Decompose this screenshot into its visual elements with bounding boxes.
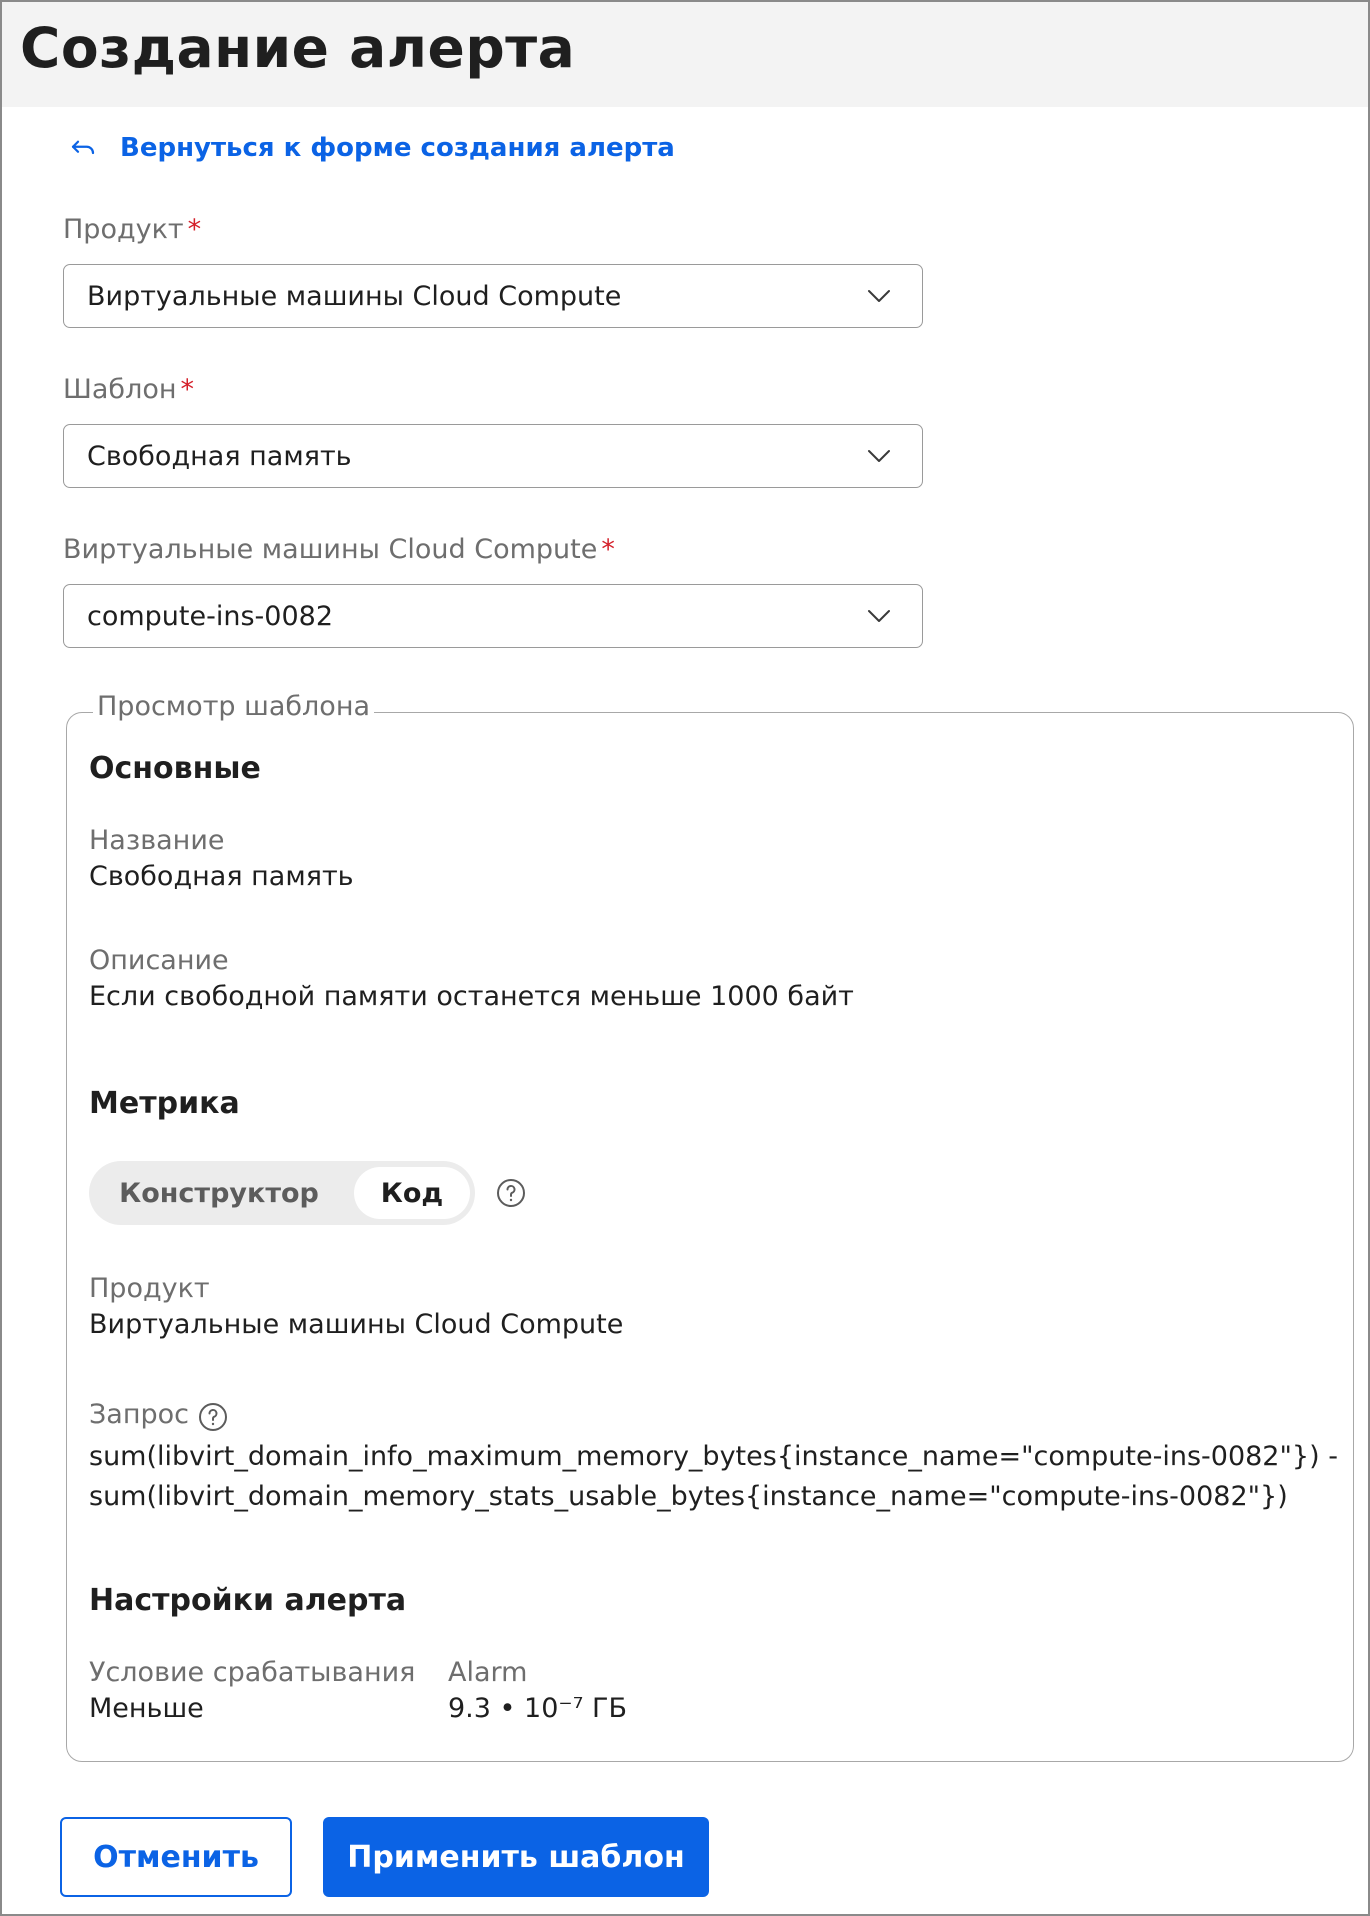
description-label: Описание bbox=[89, 945, 229, 976]
chevron-down-icon bbox=[866, 445, 892, 467]
product-select-value: Виртуальные машины Cloud Compute bbox=[87, 280, 622, 312]
help-icon[interactable] bbox=[197, 1401, 229, 1433]
metric-section-title: Метрика bbox=[89, 1086, 240, 1121]
alarm-label: Alarm bbox=[448, 1657, 528, 1688]
instance-select-value: compute-ins-0082 bbox=[87, 600, 333, 632]
instance-select[interactable] bbox=[63, 584, 923, 648]
template-select[interactable] bbox=[63, 424, 923, 488]
required-mark: * bbox=[180, 374, 194, 405]
template-preview-legend: Просмотр шаблона bbox=[93, 691, 374, 722]
query-line: sum(libvirt_domain_info_maximum_memory_bytes{instance_name="compute-ins-0082"}) - bbox=[89, 1441, 1338, 1472]
help-icon[interactable] bbox=[495, 1177, 527, 1209]
name-value: Свободная память bbox=[89, 861, 354, 892]
chevron-down-icon bbox=[866, 605, 892, 627]
template-select-value: Свободная память bbox=[87, 440, 352, 472]
product-label: Продукт * bbox=[63, 214, 202, 245]
back-arrow-icon bbox=[68, 133, 98, 163]
metric-mode-switch bbox=[89, 1161, 475, 1225]
condition-label: Условие срабатывания bbox=[89, 1657, 416, 1688]
alarm-value: 9.3 • 10⁻⁷ ГБ bbox=[448, 1693, 628, 1724]
cancel-button[interactable]: Отменить bbox=[60, 1817, 292, 1897]
template-label: Шаблон * bbox=[63, 374, 194, 405]
metric-product-label: Продукт bbox=[89, 1273, 210, 1304]
required-mark: * bbox=[601, 534, 615, 565]
mode-code-tab[interactable]: Код bbox=[354, 1167, 470, 1219]
description-value: Если свободной памяти останется меньше 1000 байт bbox=[89, 981, 854, 1012]
page-header bbox=[2, 2, 1368, 107]
mode-constructor-tab[interactable]: Конструктор bbox=[119, 1177, 319, 1209]
query-label: Запрос bbox=[89, 1399, 190, 1430]
page-title: Создание алерта bbox=[20, 16, 576, 80]
required-mark: * bbox=[187, 214, 202, 245]
query-line: sum(libvirt_domain_memory_stats_usable_bytes{instance_name="compute-ins-0082"}) bbox=[89, 1481, 1288, 1512]
product-select[interactable] bbox=[63, 264, 923, 328]
alert-settings-title: Настройки алерта bbox=[89, 1583, 407, 1618]
basic-section-title: Основные bbox=[89, 751, 261, 786]
apply-template-button[interactable]: Применить шаблон bbox=[323, 1817, 709, 1897]
back-link-label: Вернуться к форме создания алерта bbox=[120, 133, 675, 163]
condition-value: Меньше bbox=[89, 1693, 204, 1724]
instance-label: Виртуальные машины Cloud Compute * bbox=[63, 534, 615, 565]
back-to-form-link[interactable] bbox=[68, 128, 675, 168]
name-label: Название bbox=[89, 825, 225, 856]
template-preview bbox=[66, 691, 1354, 1762]
chevron-down-icon bbox=[866, 285, 892, 307]
query-code bbox=[89, 1437, 1339, 1517]
metric-product-value: Виртуальные машины Cloud Compute bbox=[89, 1309, 624, 1340]
